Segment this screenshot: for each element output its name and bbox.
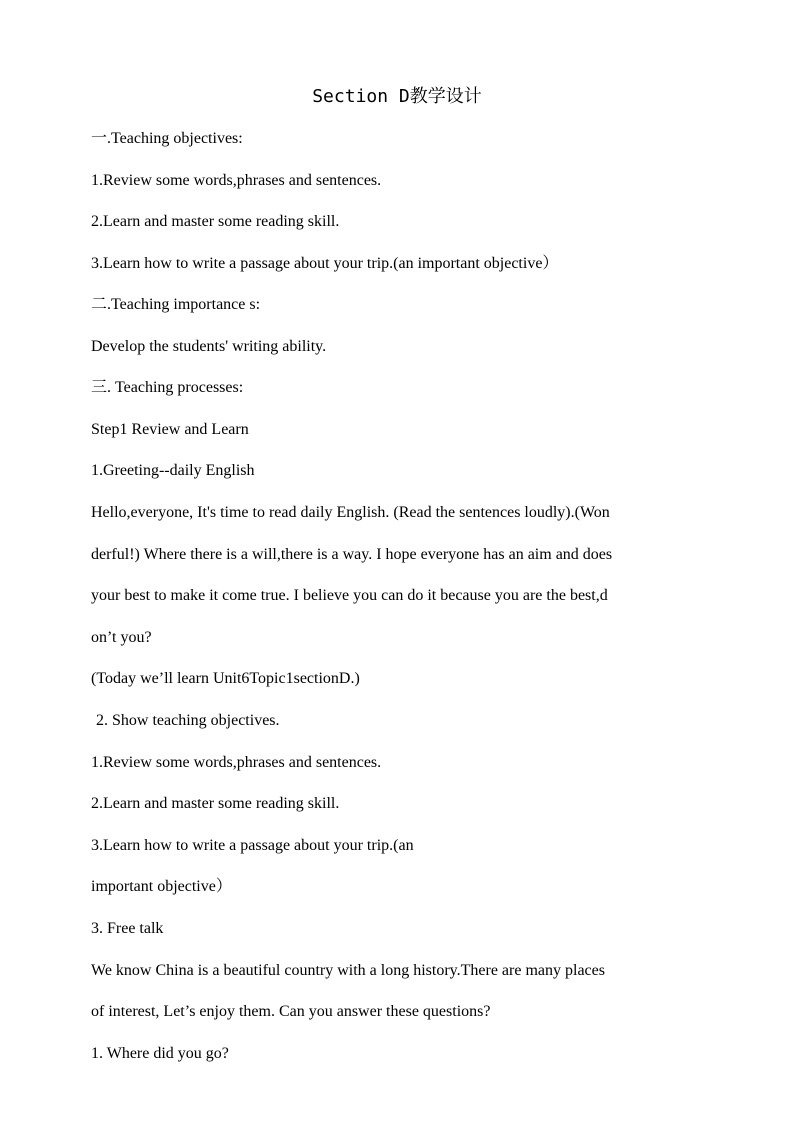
importance-line: Develop the students' writing ability. — [91, 338, 327, 355]
paragraph-line: of interest, Let’s enjoy them. Can you answer these questions? — [91, 1003, 491, 1020]
paragraph-line: your best to make it come true. I believe you can do it because you are the best,d — [91, 587, 608, 604]
show-objectives-heading: 2. Show teaching objectives. — [96, 712, 280, 729]
free-talk-heading: 3. Free talk — [91, 920, 164, 937]
objective-line: 3.Learn how to write a passage about your trip.(an — [91, 837, 414, 854]
paragraph-line: (Today we’ll learn Unit6Topic1sectionD.) — [91, 670, 360, 687]
heading-teaching-importance: 二.Teaching importance s: — [91, 296, 261, 313]
objective-line: 1.Review some words,phrases and sentences. — [91, 754, 382, 771]
paragraph-line: on’t you? — [91, 629, 152, 646]
paragraph-line: derful!) Where there is a will,there is a way. I hope everyone has an aim and does — [91, 546, 613, 563]
question-line: 1. Where did you go? — [91, 1045, 229, 1062]
step-heading: Step1 Review and Learn — [91, 421, 249, 438]
document-title: Section D教学设计 — [312, 86, 482, 107]
heading-teaching-objectives: 一.Teaching objectives: — [91, 130, 243, 147]
objective-line: 1.Review some words,phrases and sentences. — [91, 172, 382, 189]
objective-line: 3.Learn how to write a passage about your trip.(an important objective） — [91, 255, 559, 272]
objective-line: 2.Learn and master some reading skill. — [91, 795, 340, 812]
greeting-heading: 1.Greeting--daily English — [91, 462, 255, 479]
paragraph-line: Hello,everyone, It's time to read daily English. (Read the sentences loudly).(Won — [91, 504, 610, 521]
paragraph-line: We know China is a beautiful country with a long history.There are many places — [91, 962, 605, 979]
heading-teaching-processes: 三. Teaching processes: — [91, 379, 244, 396]
objective-line: 2.Learn and master some reading skill. — [91, 213, 340, 230]
objective-line: important objective） — [91, 878, 232, 895]
